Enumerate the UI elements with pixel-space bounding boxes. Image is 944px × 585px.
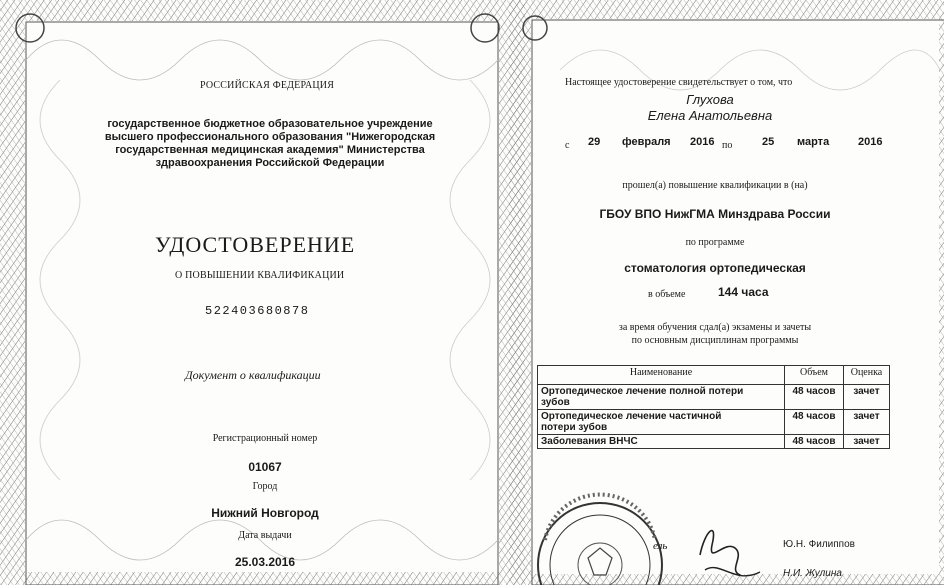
reg-number: 01067 xyxy=(248,460,282,474)
row-hours: 48 часов xyxy=(785,410,844,435)
period-from-prefix: с xyxy=(565,140,570,151)
date-label: Дата выдачи xyxy=(238,530,292,541)
period-to-prefix: по xyxy=(722,140,733,151)
period-from-month: февраля xyxy=(622,136,671,148)
city: Нижний Новгород xyxy=(211,506,319,520)
issue-date: 25.03.2016 xyxy=(234,555,296,569)
row-name: Ортопедическое лечение полной потери зубов xyxy=(538,385,785,410)
doc-number: 522403680878 xyxy=(205,304,310,318)
period-from-day: 29 xyxy=(588,136,601,148)
given-names: Елена Анатольевна xyxy=(647,108,773,123)
row-grade: зачет xyxy=(844,435,890,449)
program-name: стоматология ортопедическая xyxy=(624,261,806,275)
row-hours: 48 часов xyxy=(785,385,844,410)
signer-label: ель xyxy=(653,540,668,552)
table-row xyxy=(538,435,890,449)
row-name: Заболевания ВНЧС xyxy=(538,435,785,449)
institution-name: государственное бюджетное образовательное учреждение высшего профессионального образования "Нижегородская государственная медицинская академия" Министерства здравоохранения Российской Федерации xyxy=(104,118,436,169)
table-header-row xyxy=(538,366,890,385)
doc-title: УДОСТОВЕРЕНИЕ xyxy=(155,232,356,257)
program-label: по программе xyxy=(685,237,745,248)
header-name: Наименование xyxy=(538,366,785,385)
row-name: Ортопедическое лечение частичной потери зубов xyxy=(538,410,785,435)
row-grade: зачет xyxy=(844,385,890,410)
intro-text: Настоящее удостоверение свидетельствует о том, что xyxy=(565,77,793,88)
row-grade: зачет xyxy=(844,410,890,435)
organization: ГБОУ ВПО НижГМА Минздрава России xyxy=(599,207,831,221)
volume-value: 144 часа xyxy=(718,285,769,299)
signer-1: Ю.Н. Филиппов xyxy=(783,539,855,550)
reg-label: Регистрационный номер xyxy=(212,433,318,444)
period-to-year: 2016 xyxy=(858,136,883,148)
surname: Глухова xyxy=(686,92,734,107)
doc-subtitle: О ПОВЫШЕНИИ КВАЛИФИКАЦИИ xyxy=(175,270,345,281)
exams-line-2: по основным дисциплинам программы xyxy=(631,335,799,346)
table-row xyxy=(538,410,890,435)
exams-line-1: за время обучения сдал(а) экзамены и зачеты xyxy=(618,322,812,333)
signer-2: Н.И. Жулина xyxy=(783,568,842,579)
period-from-year: 2016 xyxy=(690,136,715,148)
disciplines-table xyxy=(537,365,890,449)
country-label: РОССИЙСКАЯ ФЕДЕРАЦИЯ xyxy=(200,80,335,91)
period-to-day: 25 xyxy=(762,136,775,148)
passed-text: прошел(а) повышение квалификации в (на) xyxy=(622,180,808,191)
city-label: Город xyxy=(252,481,278,492)
table-row xyxy=(538,385,890,410)
doc-kind: Документ о квалификации xyxy=(185,368,321,382)
period-to-month: марта xyxy=(797,136,830,148)
row-hours: 48 часов xyxy=(785,435,844,449)
official-seal xyxy=(538,495,662,585)
volume-label: в объеме xyxy=(648,289,686,300)
header-hours: Объем xyxy=(785,366,844,385)
header-grade: Оценка xyxy=(844,366,890,385)
